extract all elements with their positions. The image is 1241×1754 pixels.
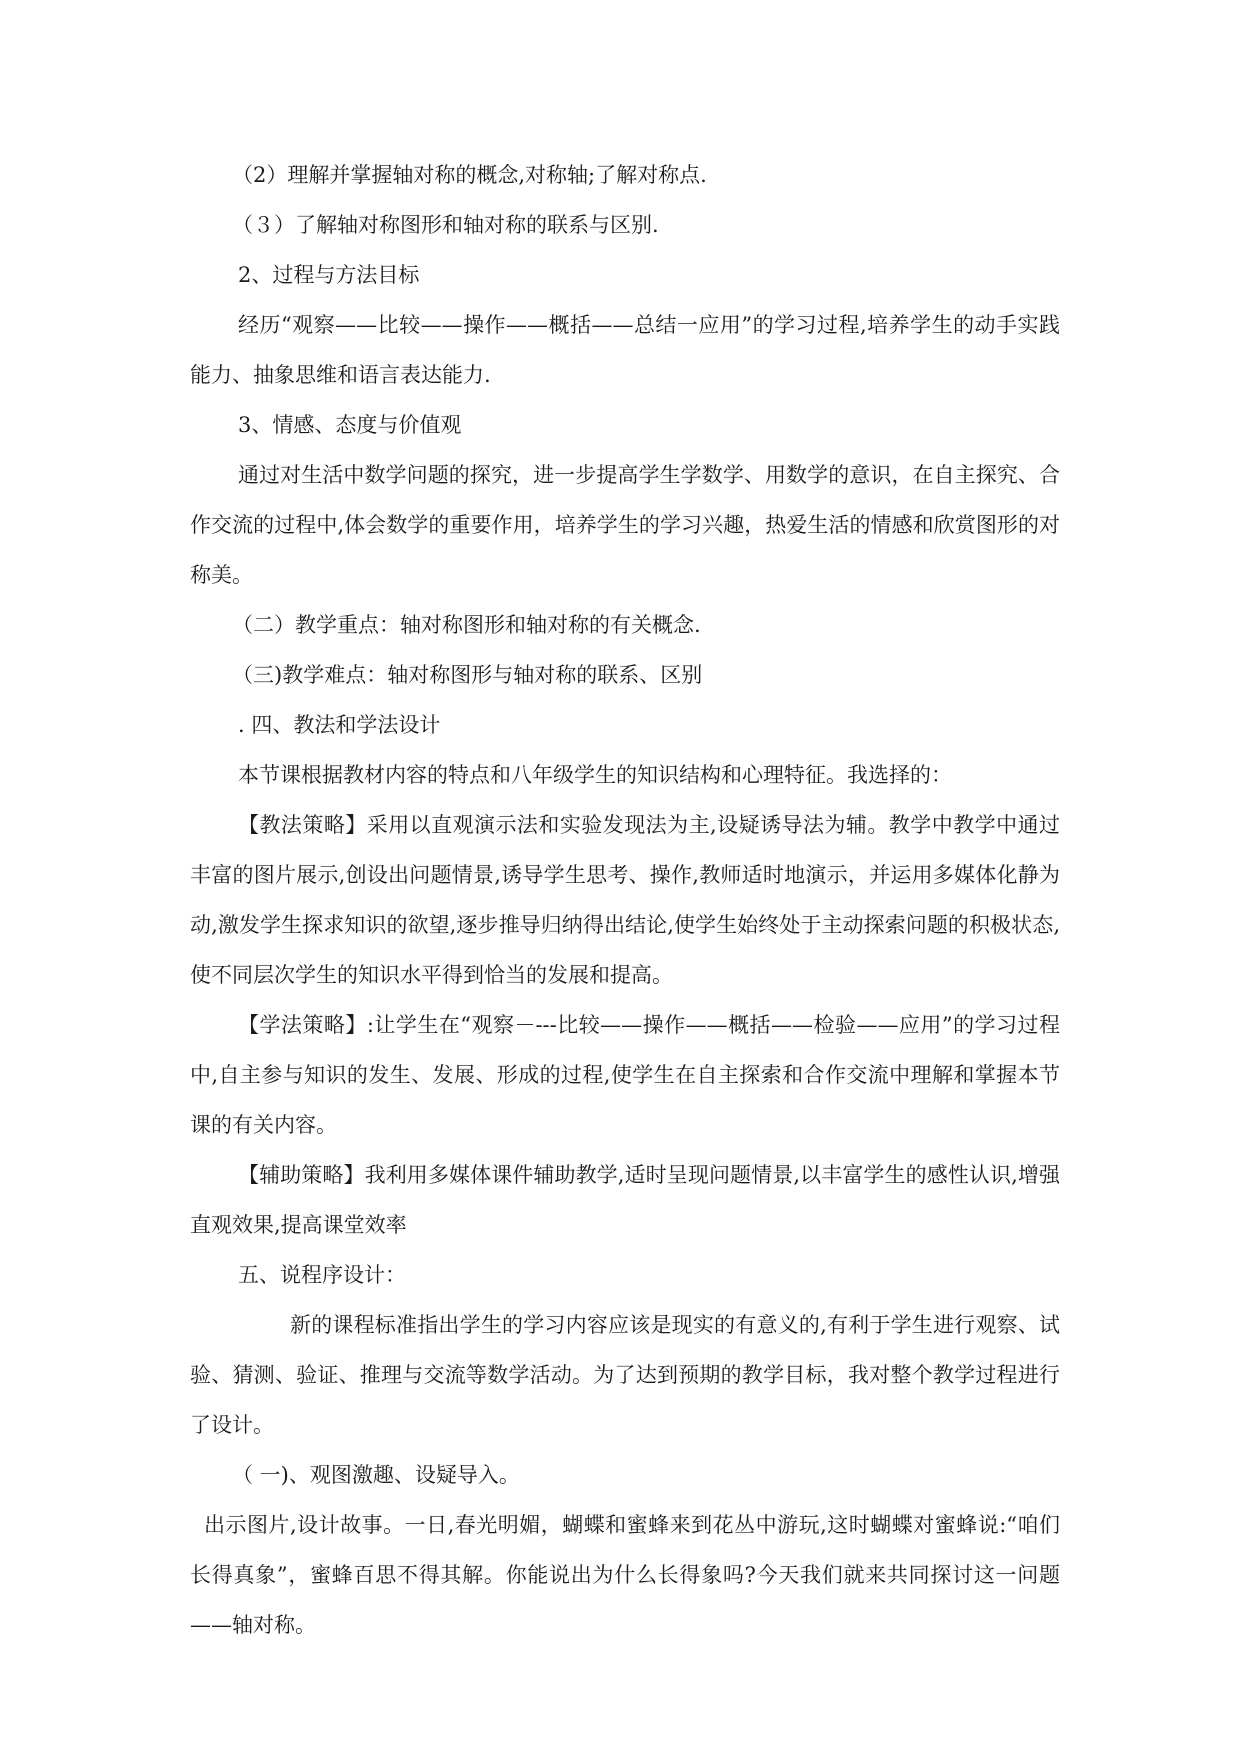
intro-step-heading: （ 一)、观图激趣、设疑导入。 bbox=[232, 1463, 520, 1487]
section-four-heading: . 四、教法和学法设计 bbox=[238, 713, 441, 737]
emotion-values-heading: 3、情感、态度与价值观 bbox=[238, 413, 462, 437]
learning-strategy-paragraph: 【学法策略】:让学生在“观察－---比较——操作——概括——检验——应用”的学习过程中,自主参与知识的发生、发展、形成的过程,使学生在自主探索和合作交流中理解和掌握本节课的有关内容。 bbox=[190, 1013, 1060, 1137]
process-method-paragraph: 经历“观察——比较——操作——概括——总结一应用”的学习过程,培养学生的动手实践能力、抽象思维和语言表达能力. bbox=[190, 313, 1060, 387]
process-method-heading: 2、过程与方法目标 bbox=[238, 263, 420, 287]
objective-3-paragraph: （３）了解轴对称图形和轴对称的联系与区别. bbox=[232, 213, 659, 237]
auxiliary-strategy-paragraph: 【辅助策略】我利用多媒体课件辅助教学,适时呈现问题情景,以丰富学生的感性认识,增强直观效果,提高课堂效率 bbox=[190, 1163, 1060, 1237]
teaching-strategy-paragraph: 【教法策略】采用以直观演示法和实验发现法为主,设疑诱导法为辅。教学中教学中通过丰富的图片展示,创设出问题情景,诱导学生思考、操作,教师适时地演示，并运用多媒体化静为动,激发学生探求知识的欲望,逐步推导归纳得出结论,使学生始终处于主动探索问题的积极状态,使不同层次学生的知识水平得到恰当的发展和提高。 bbox=[190, 813, 1060, 987]
document-body bbox=[190, 150, 1060, 1650]
story-paragraph: 出示图片,设计故事。一日,春光明媚，蝴蝶和蜜蜂来到花丛中游玩,这时蝴蝶对蜜蜂说:“咱们长得真象”，蜜蜂百思不得其解。你能说出为什么长得象吗?今天我们就来共同探讨这一问题——轴对称。 bbox=[190, 1513, 1060, 1637]
teaching-difficulty-paragraph: （三)教学难点：轴对称图形与轴对称的联系、区别 bbox=[232, 663, 703, 687]
emotion-values-paragraph: 通过对生活中数学问题的探究，进一步提高学生学数学、用数学的意识，在自主探究、合作交流的过程中,体会数学的重要作用，培养学生的学习兴趣，热爱生活的情感和欣赏图形的对称美。 bbox=[190, 463, 1060, 587]
method-intro-paragraph: 本节课根据教材内容的特点和八年级学生的知识结构和心理特征。我选择的： bbox=[238, 763, 952, 787]
section-five-heading: 五、说程序设计： bbox=[238, 1263, 406, 1287]
teaching-focus-paragraph: （二）教学重点：轴对称图形和轴对称的有关概念. bbox=[232, 613, 701, 637]
curriculum-standard-paragraph: 新的课程标准指出学生的学习内容应该是现实的有意义的,有利于学生进行观察、试验、猜测、验证、推理与交流等数学活动。为了达到预期的教学目标，我对整个教学过程进行了设计。 bbox=[190, 1313, 1060, 1437]
objective-2-paragraph: （2）理解并掌握轴对称的概念,对称轴;了解对称点. bbox=[232, 163, 707, 187]
